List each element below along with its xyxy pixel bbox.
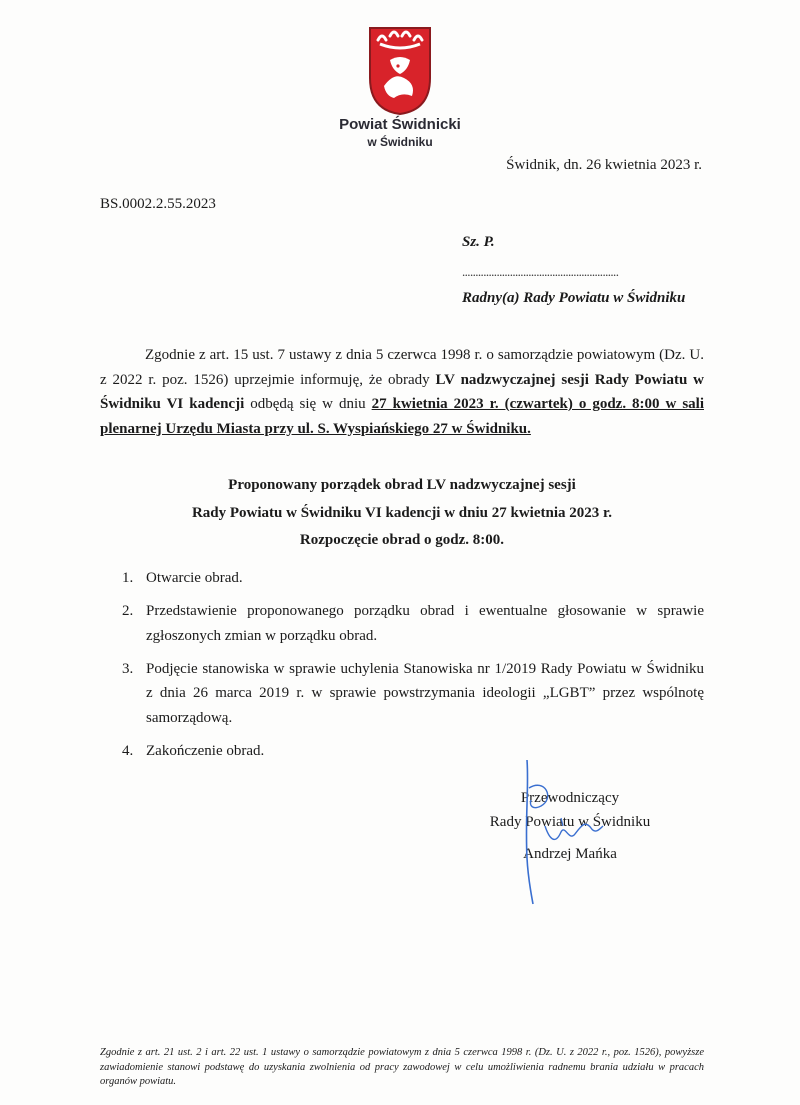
- salutation: Sz. P.: [462, 234, 495, 250]
- agenda-item: [100, 657, 704, 731]
- session-date-place: 27 kwietnia 2023 r. (czwartek) o godz. 8:00 w sali plenarnej Urzędu Miasta przy ul. S. Wyspiańskiego 27 w Świdniku.: [100, 396, 704, 437]
- signatory-title-line: Rady Powiatu w Świdniku: [489, 814, 651, 830]
- coat-of-arms-icon: [368, 26, 432, 116]
- recipient-title: Radny(a) Rady Powiatu w Świdniku: [462, 290, 686, 306]
- agenda-item: [100, 566, 704, 591]
- addressee-blank-line: ...........................................................: [462, 264, 619, 279]
- notice-paragraph: [100, 343, 704, 441]
- agenda-item-number: 4.: [122, 742, 134, 759]
- session-name: LV nadzwyczajnej sesji Rady Powiatu w Świdniku VI kadencji: [100, 371, 704, 412]
- agenda-item-text: Otwarcie obrad.: [146, 570, 243, 586]
- agenda-heading: [100, 472, 704, 555]
- organization-subtitle: w Świdniku: [367, 135, 433, 149]
- agenda-heading-line: Rady Powiatu w Świdniku VI kadencji w dniu 27 kwietnia 2023 r.: [191, 504, 613, 521]
- legal-footnote: Zgodnie z art. 21 ust. 2 i art. 22 ust. 1 ustawy o samorządzie powiatowym z dnia 5 czerwca 1998 r. (Dz. U. z 2022 r., poz. 1526), powyższe zawiadomienie stanowi podstawę do uzyskania zwolnienia od pracy zawodowej w celu umożliwienia radnemu brania udziału w pracach organów powiatu.: [100, 1047, 704, 1087]
- handwritten-signature-icon: [505, 748, 635, 908]
- signatory-name: Andrzej Mańka: [523, 846, 617, 862]
- agenda-heading-line: Rozpoczęcie obrad o godz. 8:00.: [299, 532, 505, 548]
- signatory-title-line: Przewodniczący: [520, 790, 620, 806]
- organization-name: Powiat Świdnicki: [339, 116, 461, 133]
- agenda-item-number: 1.: [122, 570, 134, 586]
- agenda-item-number: 2.: [122, 603, 134, 619]
- agenda-list: [100, 566, 704, 772]
- agenda-item: [100, 599, 704, 648]
- notice-text-2: odbędą się w dniu: [244, 396, 372, 412]
- place-and-date: Świdnik, dn. 26 kwietnia 2023 r.: [506, 157, 702, 173]
- agenda-item-number: 3.: [122, 660, 134, 677]
- reference-number: BS.0002.2.55.2023: [100, 196, 216, 212]
- agenda-item-text: Zakończenie obrad.: [146, 742, 265, 759]
- agenda-item-text: Podjęcie stanowiska w sprawie uchylenia Stanowiska nr 1/2019 Rady Powiatu w Świdniku z dnia 26 marca 2019 r. w sprawie powstrzymania ideologii „LGBT” przez wspólnotę samorządową.: [146, 660, 704, 726]
- notice-text-1: Zgodnie z art. 15 ust. 7 ustawy z dnia 5 czerwca 1998 r. o samorządzie powiatowym (Dz. U. z 2022 r. poz. 1526) uprzejmie informuję, że obrady: [100, 347, 704, 388]
- agenda-item-text: Przedstawienie proponowanego porządku obrad i ewentualne głosowanie w sprawie zgłoszonych zmian w porządku obrad.: [146, 603, 704, 644]
- agenda-heading-line: Proponowany porządek obrad LV nadzwyczajnej sesji: [228, 477, 576, 493]
